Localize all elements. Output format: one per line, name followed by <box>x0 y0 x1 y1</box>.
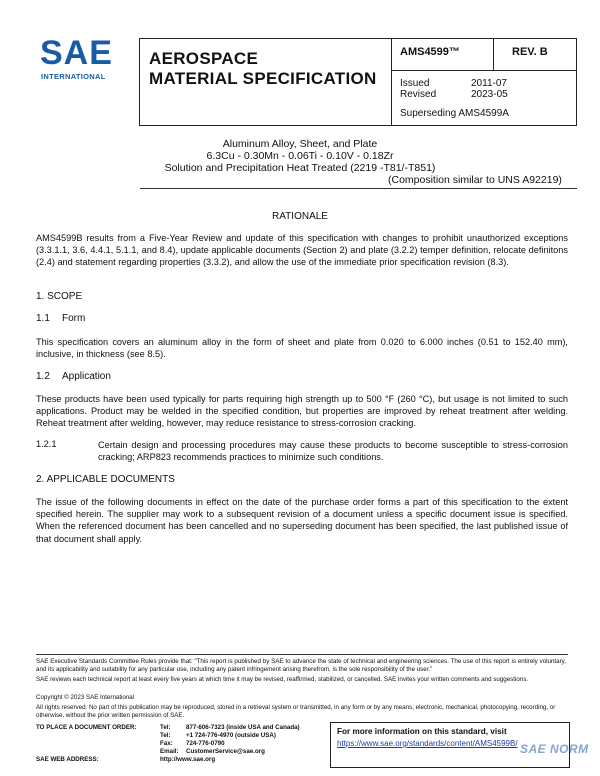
form-paragraph: This specification covers an aluminum alloy in the form of sheet and plate from 0.020 to 6.000 inches (0.51 to 152.40 mm), inclusive, in thickness (see 8.5). <box>36 337 568 360</box>
rationale-paragraph: AMS4599B results from a Five-Year Review and update of this specification with changes to prohibit unauthorized exceptions (3.3.1.1, 3.6, 4.4.1, 5.1.1, and 8.4), update applicable documents (Section 2) and plate (3.2.2) temper definition, relocate definitons (2.4) and statement regarding properties (3.3.2), and allow the use of the immediate prior specification revision (8.3). <box>36 233 568 268</box>
revised-label: Revised <box>400 89 437 100</box>
rationale-heading: RATIONALE <box>272 211 328 222</box>
header-divider <box>391 70 577 71</box>
footer-review-text: SAE reviews each technical report at least every five years at which time it may be revised, reaffirmed, stabilized, or cancelled. SAE invites your written comments and suggestions. <box>36 676 529 683</box>
order-label: TO PLACE A DOCUMENT ORDER: <box>36 724 137 731</box>
tel-value: 877-606-7323 (inside USA and Canada) <box>186 724 300 731</box>
web-address-label: SAE WEB ADDRESS: <box>36 756 99 763</box>
watermark: SAE NORM <box>520 742 589 756</box>
email-label: Email: <box>160 748 179 755</box>
footer-divider <box>36 654 568 655</box>
email-value: CustomerService@sae.org <box>186 748 265 755</box>
logo-subtitle: INTERNATIONAL <box>41 72 106 81</box>
more-info-title: For more information on this standard, visit <box>337 727 507 736</box>
treatment-line: Solution and Precipitation Heat Treated (2219 -T81/-T851) <box>164 162 436 174</box>
fax-label: Fax: <box>160 740 173 747</box>
header-divider <box>391 38 392 126</box>
copyright: Copyright © 2023 SAE International <box>36 694 135 701</box>
web-address-value: http://www.sae.org <box>160 756 216 763</box>
section-heading-scope: 1. SCOPE <box>36 291 83 302</box>
sae-logo <box>40 36 120 86</box>
title-line: MATERIAL SPECIFICATION <box>149 69 377 88</box>
logo-letters: SAE <box>40 34 113 72</box>
subsection-number: 1.1 <box>36 313 50 324</box>
material-title: Aluminum Alloy, Sheet, and Plate <box>222 138 378 150</box>
tel2-value: +1 724-776-4970 (outside USA) <box>186 732 276 739</box>
issued-label: Issued <box>400 78 430 89</box>
application-paragraph: These products have been used typically for parts requiring high strength up to 500 °F (260 °C), but usage is not limited to such applications. Product may be welded in the specified condition, but properties are improved by reheat treatment after welding. Reheat treatment after welding, however, may reduce resistance to stress-corrosion cracking. <box>36 394 568 429</box>
issued-date: 2011-07 <box>471 78 507 89</box>
standard-link[interactable]: https://www.sae.org/standards/content/AMS4599B/ <box>337 739 518 748</box>
section-heading-applicable-documents: 2. APPLICABLE DOCUMENTS <box>36 474 175 485</box>
rights-text: All rights reserved. No part of this publication may be reproduced, stored in a retrieval system or transmitted, in any form or by any means, electronic, mechanical, photocopying, recording, or otherwise, without the prior written permission of SAE. <box>36 704 556 719</box>
tel2-label: Tel: <box>160 732 171 739</box>
footer-rules-text: SAE Executive Standards Committee Rules provide that: “This report is published by SAE to advance the state of technical and engineering sciences. The use of this report is entirely voluntary, and its applicability and suitability for any particular use, including any patent infringement arising therefrom, is the sole responsibility of the user.” <box>36 658 566 673</box>
fax-value: 724-776-0790 <box>186 740 225 747</box>
subsection-number: 1.2.1 <box>36 439 57 449</box>
superseding-note: Superseding AMS4599A <box>400 108 509 119</box>
composition-line: 6.3Cu - 0.30Mn - 0.06Ti - 0.10V - 0.18Zr <box>206 150 394 162</box>
subsection-paragraph: Certain design and processing procedures may cause these products to become susceptible to stress-corrosion cracking; ARP823 recommends practices to minimize such conditions. <box>98 440 568 463</box>
revised-date: 2023-05 <box>471 89 508 100</box>
subsection-title-application: Application <box>62 371 111 382</box>
revision-label: REV. B <box>512 46 548 58</box>
applicable-documents-paragraph: The issue of the following documents in effect on the date of the purchase order forms a part of this specification to the extent specified herein. The supplier may work to a subsequent revision of a document unless a specific document issue is specified. When the referenced document has been cancelled and no superseding document has been specified, the last published issue of that document shall apply. <box>36 497 568 544</box>
document-type-title <box>149 49 389 89</box>
header-divider <box>493 38 494 70</box>
divider <box>140 188 577 189</box>
document-id: AMS4599™ <box>400 46 460 58</box>
title-line: AEROSPACE <box>149 49 259 68</box>
subsection-title-form: Form <box>62 313 86 324</box>
subsection-number: 1.2 <box>36 371 50 382</box>
tel-label: Tel: <box>160 724 171 731</box>
uns-note: (Composition similar to UNS A92219) <box>388 174 562 186</box>
